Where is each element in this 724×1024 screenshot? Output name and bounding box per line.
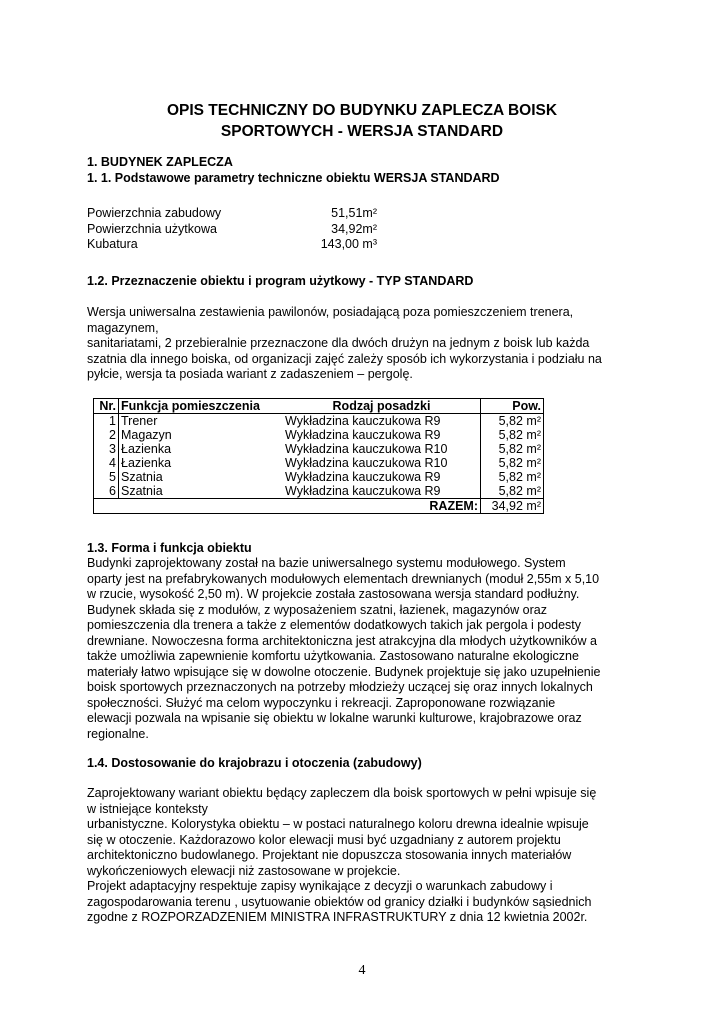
param-label: Kubatura [87, 237, 138, 251]
param-value: 51,51m² [331, 206, 377, 220]
paragraph-line: się w otoczenie. Każdorazowo kolor elewacji musi być uzgadniany z autorem projektu [87, 832, 561, 847]
table-row [94, 470, 544, 484]
paragraph-line: architektoniczno budowlanego. Projektant nie dopuszcza stosowania innych materiałów [87, 848, 572, 862]
paragraph-line: materiały łatwo wpisujące się w dowolne otoczenie. Budynek projektuje się jako uzupełnienie [87, 664, 601, 679]
table-row [94, 456, 544, 470]
cell-area: 5,82 m² [498, 456, 541, 470]
paragraph-line: urbanistyczne. Kolorystyka obiektu – w postaci naturalnego koloru drewna idealnie wpisuje [87, 817, 589, 831]
cell-nr: 3 [94, 442, 119, 456]
paragraph-line: zgodne z ROZPORZADZENIEM MINISTRA INFRASTRUKTURY z dnia 12 kwietnia 2002r. [87, 910, 588, 924]
section-1-2-body [87, 305, 647, 383]
parameters-list [87, 206, 387, 253]
paragraph-line: Zaprojektowany wariant obiektu będący zapleczem dla boisk sportowych w pełni wpisuje się [87, 786, 597, 800]
table-sum-row [94, 499, 544, 514]
cell-area: 5,82 m² [498, 428, 541, 442]
header-nr: Nr. [94, 399, 119, 414]
paragraph-line: Budynki zaprojektowany został na bazie uniwersalnego systemu modułowego. System [87, 556, 566, 570]
cell-floor: Wykładzina kauczukowa R9 [283, 470, 481, 484]
paragraph-line: pyłcie, wersja ta posiada wariant z zadaszeniem – pergolę. [87, 367, 413, 381]
section-1-1-heading: 1. 1. Podstawowe parametry techniczne obiektu WERSJA STANDARD [87, 171, 500, 185]
paragraph-line: pomieszczenia dla trenera a także z elementów dodatkowych takich jak pergola i podesty [87, 618, 582, 632]
cell-floor: Wykładzina kauczukowa R9 [283, 428, 481, 442]
paragraph-line: szatnia dla innego boiska, od organizacji zajęć zależy sposób ich wykorzystania i podziału na [87, 351, 602, 366]
param-row [87, 237, 387, 253]
cell-nr: 1 [94, 414, 119, 429]
section-1-4-heading: 1.4. Dostosowanie do krajobrazu i otoczenia (zabudowy) [87, 756, 422, 770]
table-row [94, 442, 544, 456]
cell-nr: 6 [94, 484, 119, 499]
sum-value: 34,92 m² [481, 499, 544, 514]
sum-label: RAZEM: [283, 499, 481, 514]
paragraph-line: regionalne. [87, 726, 149, 741]
page-number: 4 [358, 963, 366, 978]
paragraph-line: w rzucie, wysokość 2,50 m). W projekcie została zastosowana wersja standard podłużny. [87, 587, 580, 601]
header-area: Pow. [481, 399, 544, 414]
cell-function: Łazienka [121, 442, 172, 456]
section-1-3-heading: 1.3. Forma i funkcja obiektu [87, 541, 252, 555]
cell-function: Magazyn [121, 428, 172, 442]
cell-nr: 2 [94, 428, 119, 442]
cell-area: 5,82 m² [498, 414, 541, 428]
param-row [87, 222, 387, 238]
section-1-2-heading: 1.2. Przeznaczenie obiektu i program użytkowy - TYP STANDARD [87, 274, 474, 288]
title-line-1: OPIS TECHNICZNY DO BUDYNKU ZAPLECZA BOISK [166, 102, 558, 119]
header-floor: Rodzaj posadzki [283, 399, 481, 414]
cell-floor: Wykładzina kauczukowa R10 [283, 456, 481, 470]
table-row [94, 484, 544, 499]
paragraph-line: Projekt adaptacyjny respektuje zapisy wynikające z decyzji o warunkach zabudowy i [87, 879, 553, 893]
param-row [87, 206, 387, 222]
param-label: Powierzchnia zabudowy [87, 206, 222, 220]
cell-nr: 5 [94, 470, 119, 484]
rooms-table [93, 398, 544, 514]
cell-function: Szatnia [121, 470, 163, 484]
paragraph-line: drewniane. Nowoczesna forma architektoniczna jest atrakcyjna dla młodych użytkowników a [87, 633, 597, 648]
param-label: Powierzchnia użytkowa [87, 221, 217, 236]
cell-floor: Wykładzina kauczukowa R9 [283, 414, 481, 429]
section-1-4-body [87, 786, 647, 926]
paragraph-line: Wersja uniwersalna zestawienia pawilonów, posiadającą poza pomieszczeniem trenera, [87, 305, 574, 319]
paragraph-line: w istniejące konteksty [87, 801, 208, 816]
section-1-heading: 1. BUDYNEK ZAPLECZA [87, 155, 233, 169]
cell-floor: Wykładzina kauczukowa R9 [283, 484, 481, 499]
cell-function: Szatnia [121, 484, 163, 498]
param-value: 34,92m² [331, 221, 377, 236]
cell-floor: Wykładzina kauczukowa R10 [283, 442, 481, 456]
paragraph-line: sanitariatami, 2 przebieralnie przeznaczone dla dwóch drużyn na jednym z boisk lub każda [87, 336, 590, 350]
cell-area: 5,82 m² [498, 484, 541, 498]
paragraph-line: magazynem, [87, 320, 159, 335]
paragraph-line: boisk sportowych przeznaczonych na potrzeby młodzieży uczącej się oraz innych lokalnych [87, 680, 593, 694]
header-function: Funkcja pomieszczenia [119, 399, 284, 414]
paragraph-line: społeczności. Służyć ma celom wypoczynku i rekreacji. Zaproponowane rozwiązanie [87, 695, 556, 710]
param-value: 143,00 m³ [320, 237, 377, 251]
paragraph-line: zagospodarowania terenu , usytuowanie obiektów od granicy działki i budynków sąsiednich [87, 894, 592, 909]
cell-nr: 4 [94, 456, 119, 470]
table-row [94, 414, 544, 429]
cell-function: Trener [121, 414, 158, 428]
cell-area: 5,82 m² [498, 470, 541, 484]
paragraph-line: elewacji pozwala na wpisanie się obiektu w lokalne warunki kulturowe, krajobrazowe oraz [87, 711, 582, 725]
cell-function: Łazienka [121, 456, 172, 470]
table-header-row [94, 399, 544, 414]
table-row [94, 428, 544, 442]
cell-area: 5,82 m² [498, 442, 541, 456]
paragraph-line: oparty jest na prefabrykowanych modułowych elementach drewnianych (moduł 2,55m x 5,10 [87, 571, 600, 586]
section-1-3-body [87, 556, 647, 742]
paragraph-line: także umożliwia zapewnienie komfortu użytkowania. Zastosowano naturalne ekologiczne [87, 649, 579, 663]
title-line-2: SPORTOWYCH - WERSJA STANDARD [220, 123, 504, 140]
paragraph-line: Budynek składa się z modułów, z wyposażeniem szatni, łazienek, magazynów oraz [87, 602, 547, 617]
paragraph-line: wykończeniowych elewacji niż zastosowane w projekcie. [87, 863, 401, 878]
document-title [80, 100, 644, 142]
